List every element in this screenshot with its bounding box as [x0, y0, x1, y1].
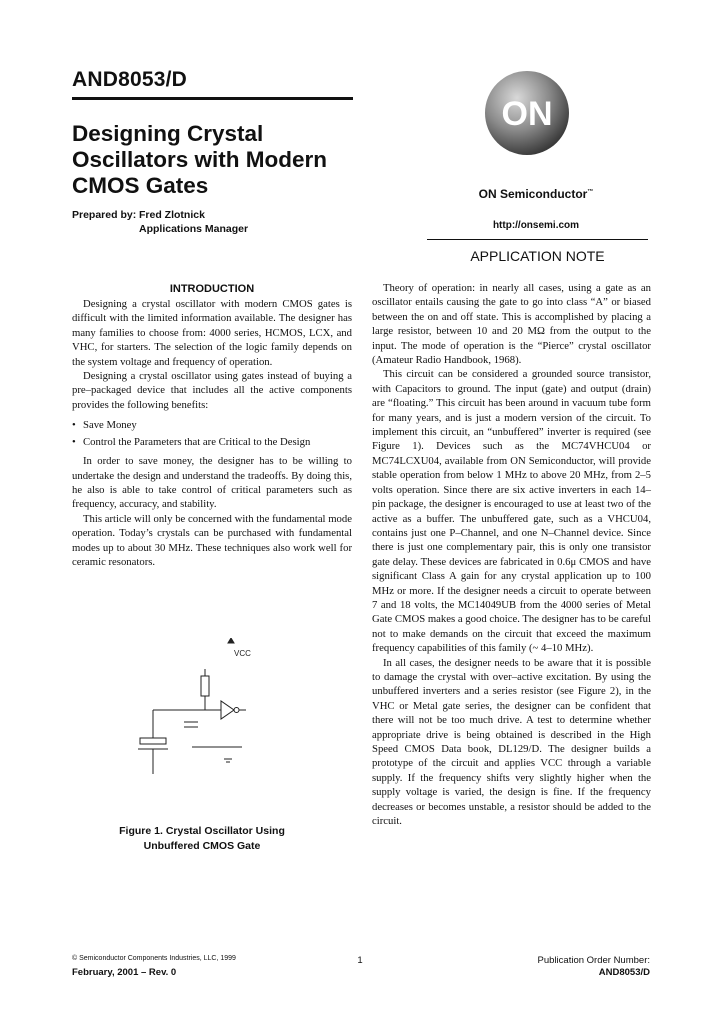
logo-text: ON	[501, 95, 553, 133]
crystal-symbol	[140, 738, 166, 744]
body-paragraph: In all cases, the designer needs to be aware that it is possible to damage the crystal with over–active excitation. By using the unbuffered inverters and a series resistor (see Figure 2), in the VHC or Metal gate series, the designer can be confident that there will not be too much drive. A test to determine whether appropriate drive is being obtained is described in the High Speed CMOS Data book, DL129/D. The designer builds a prototype of the circuit and applies VCC through a variable supply. If the frequency shifts very slightly higher when the supply voltage is varied, the design is fine. If the frequency decreases or becomes unstable, a resistor should be added to the circuit.	[372, 656, 651, 828]
vcc-arrow	[228, 638, 234, 643]
website-link[interactable]: http://onsemi.com	[492, 220, 580, 231]
revision-date: February, 2001 – Rev. 0	[72, 967, 177, 978]
intro-paragraph: Designing a crystal oscillator with modern CMOS gates is difficult with the limited information available. The designer has many families to choose from: 4000 series, HCMOS, LCX, and VHC, for starters. The selection of the logic family depends on the system voltage and frequency of operation.	[72, 298, 352, 368]
intro-paragraph: In order to save money, the designer has to be willing to undertake the design and understand the tradeoffs. By doing this, he also is able to take control of critical parameters such as frequency, accuracy, and stability.	[72, 455, 352, 511]
left-column	[72, 297, 352, 570]
brand-name: ON Semiconductor™	[478, 187, 594, 201]
crystal-oscillator-circuit-diagram	[120, 638, 260, 774]
inverter-gate-symbol	[221, 701, 234, 719]
resistor-symbol	[201, 676, 209, 696]
publication-order-label: Publication Order Number:	[537, 955, 650, 966]
figure-caption: Figure 1. Crystal Oscillator Using Unbuffered CMOS Gate	[119, 825, 285, 852]
brand-rule	[427, 239, 648, 240]
trademark-mark: ™	[587, 189, 594, 195]
author-name: Fred Zlotnick	[139, 209, 205, 221]
list-item: • Control the Parameters that are Critical to the Design	[72, 434, 352, 451]
intro-paragraph: This article will only be concerned with the fundamental mode operation. Today’s crystals can be purchased with fundamental modes up to about 30 MHz. These techniques also work well for ceramic resonators.	[72, 512, 352, 569]
section-heading-introduction: INTRODUCTION	[169, 283, 255, 295]
page-number: 1	[357, 955, 363, 966]
body-paragraph: Theory of operation: in nearly all cases, using a gate as an oscillator entails causing the gate to go into class “A” or biased between the on and off state. This is accomplished by placing a large resistor, between 10 and 20 MΩ from the output to the input. The mode of operation is the “Pierce” crystal oscillator (Amateur Radio Handbook, 1968).	[372, 282, 651, 367]
publication-order-number: AND8053/D	[598, 967, 650, 978]
document-number: AND8053/D	[72, 68, 188, 91]
right-column	[372, 281, 651, 828]
on-semiconductor-logo	[484, 70, 570, 156]
copyright-notice: © Semiconductor Components Industries, LLC, 1999	[72, 955, 236, 962]
author-title: Applications Manager	[139, 223, 249, 235]
prepared-by-block	[72, 208, 248, 236]
prepared-label: Prepared by:	[72, 209, 137, 221]
page-title: Designing Crystal Oscillators with Modern CMOS Gates	[72, 121, 328, 198]
document-type: APPLICATION NOTE	[470, 248, 605, 264]
header-rule	[72, 97, 353, 100]
list-item: • Save Money	[72, 417, 352, 434]
body-paragraph: This circuit can be considered a grounded source transistor, with Capacitors to ground. The input (gate) and output (drain) are “floating.” This circuit has been around in vacuum tube form for many years, and is just a modern version of the circuit. To implement this circuit, an “unbuffered” inverter is required (see Figure 1). Devices such as the MC74VHCU04 or MC74LCXU04, available from ON Semiconductor, will provide stable operation from below 1 MHz to above 20 MHz, from 2–5 volts operation. Since there are six active inverters in each 14–pin package, the designer is encouraged to use at least two of the active as a buffer. The unbuffered gate, such as a VHCU04, contains just one P–Channel, and one N–Channel device. Since there is just one complementary pair, this is only one transistor gate delay. These devices are fabricated in 0.6μ CMOS and have significant Class A gain for any crystal application up to 100 MHz or more. If the designer needs a circuit to operate between 7 and 18 volts, the MC14049UB from the 4000 series of Metal Gate CMOS makes a good choice. The designer has to be careful not to make demands on the circuit that exceed the maximum frequency capabilities of this family (~ 4–10 MHz).	[372, 368, 651, 655]
intro-paragraph: Designing a crystal oscillator using gates instead of buying a pre–packaged device that includes all the active components provides the following benefits:	[72, 370, 352, 411]
benefits-list	[72, 417, 352, 451]
vcc-label: VCC	[234, 649, 251, 658]
